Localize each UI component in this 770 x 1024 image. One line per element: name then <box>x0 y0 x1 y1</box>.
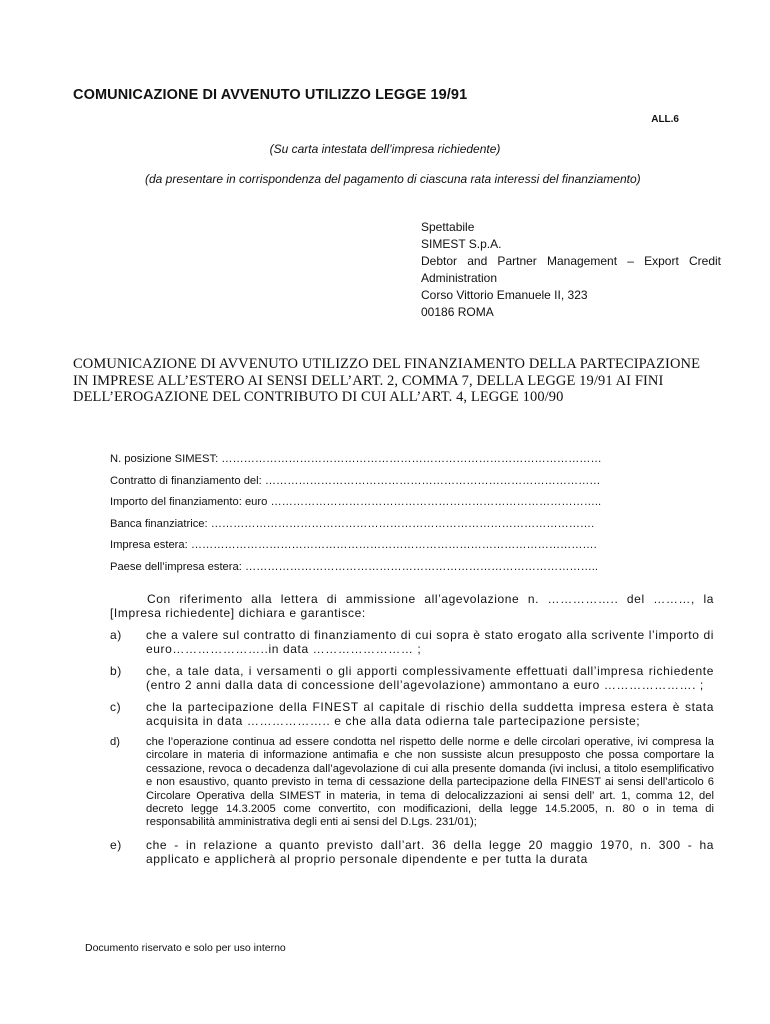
recipient-line: Corso Vittorio Emanuele II, 323 <box>421 288 588 302</box>
declaration-item <box>110 838 714 866</box>
field-lending-bank[interactable]: Banca finanziatrice: …………………………………………………………………………………………. <box>110 517 595 530</box>
declaration-item <box>110 664 714 692</box>
payment-note: (da presentare in corrispondenza del pagamento di ciascuna rata interessi del finanziamento) <box>145 172 641 186</box>
annex-label: ALL.6 <box>651 114 679 125</box>
recipient-line: Debtor and Partner Management – Export Credit <box>421 254 721 268</box>
item-label: c) <box>110 700 122 714</box>
item-text: che, a tale data, i versamenti o gli apporti complessivamente effettuati dall’impresa richiedente (entro 2 anni dalla data di concessione dell’agevolazione) ammontano a euro …………………. ; <box>146 664 714 692</box>
item-text: che la partecipazione della FINEST al capitale di rischio della suddetta impresa estera è stata acquisita in data ……………….. e che alla data odierna tale partecipazione persiste; <box>146 700 714 728</box>
field-financing-amount[interactable]: Importo del finanziamento: euro …………………………………………………………………………….. <box>110 496 602 509</box>
item-text: che a valere sul contratto di finanziamento di cui sopra è stato erogato alla scrivente l’importo di euro…………………..in data …………………… ; <box>146 628 714 656</box>
item-text: che - in relazione a quanto previsto dall’art. 36 della legge 20 maggio 1970, n. 300 - ha applicato e applicherà al proprio personale dipendente e per tutta la durata <box>146 837 714 866</box>
page-footer: Documento riservato e solo per uso interno <box>85 942 286 954</box>
item-text: che l’operazione continua ad essere condotta nel rispetto delle norme e delle circolari operative, ivi compresa la circolare in materia di informazione antimafia e che non sussiste alcun presupposto che possa comportare la cessazione, revoca o decadenza dall’agevolazione di cui alla presente domanda (ivi inclusi, a titolo esemplificativo e non esaustivo, quanto previsto in tema di cessazione della partecipazione della FINEST ai sensi dell’articolo 6 Circolare Operativa della SIMEST in materia, in tema di delocalizzazioni ai sensi dell’ art. 1, comma 12, del decreto legge 14.3.2005 come convertito, con modificazioni, della legge 14.5.2005, n. 80 o in tema di responsabilità amministrativa degli enti ai sensi del D.Lgs. 231/01); <box>146 736 714 829</box>
field-foreign-company-country[interactable]: Paese dell’impresa estera: ………………………………………………………………………………….. <box>110 560 598 573</box>
declaration-item <box>110 700 714 728</box>
subject-heading: COMUNICAZIONE DI AVVENUTO UTILIZZO DEL FINANZIAMENTO DELLA PARTECIPAZIONE IN IMPRESE ALL’ESTERO AI SENSI DELL’ART. 2, COMMA 7, DELLA LEGGE 19/91 AI FINI DELL’EROGAZIONE DEL CONTRIBUTO DI CUI ALL’ART. 4, LEGGE 100/90 <box>73 356 701 405</box>
declaration-intro: Con riferimento alla lettera di ammissione all’agevolazione n. …………….. del ………, la [Impresa richiedente] dichiara e garantisce: <box>110 592 714 620</box>
field-financing-contract[interactable]: Contratto di finanziamento del: ……………………………………………………………………………… <box>110 474 601 487</box>
recipient-address <box>421 219 721 321</box>
declaration-item <box>110 736 714 830</box>
field-position-number[interactable]: N. posizione SIMEST: ………………………………………………………………………………………… <box>110 453 602 465</box>
letterhead-note: (Su carta intestata dell’impresa richiedente) <box>269 142 501 156</box>
form-fields <box>110 452 700 582</box>
field-foreign-company[interactable]: Impresa estera: ………………………………………………………………………………………………. <box>110 539 597 552</box>
recipient-line: Administration <box>421 271 498 285</box>
document-title: COMUNICAZIONE DI AVVENUTO UTILIZZO LEGGE 19/91 <box>73 87 468 103</box>
item-label: b) <box>110 664 122 678</box>
declaration-body <box>110 592 714 866</box>
item-label: a) <box>110 628 122 642</box>
recipient-line: SIMEST S.p.A. <box>421 237 502 251</box>
recipient-line: 00186 ROMA <box>421 305 494 319</box>
recipient-line: Spettabile <box>421 220 475 234</box>
item-label: e) <box>110 837 122 852</box>
declaration-item <box>110 628 714 656</box>
item-label: d) <box>110 736 120 748</box>
